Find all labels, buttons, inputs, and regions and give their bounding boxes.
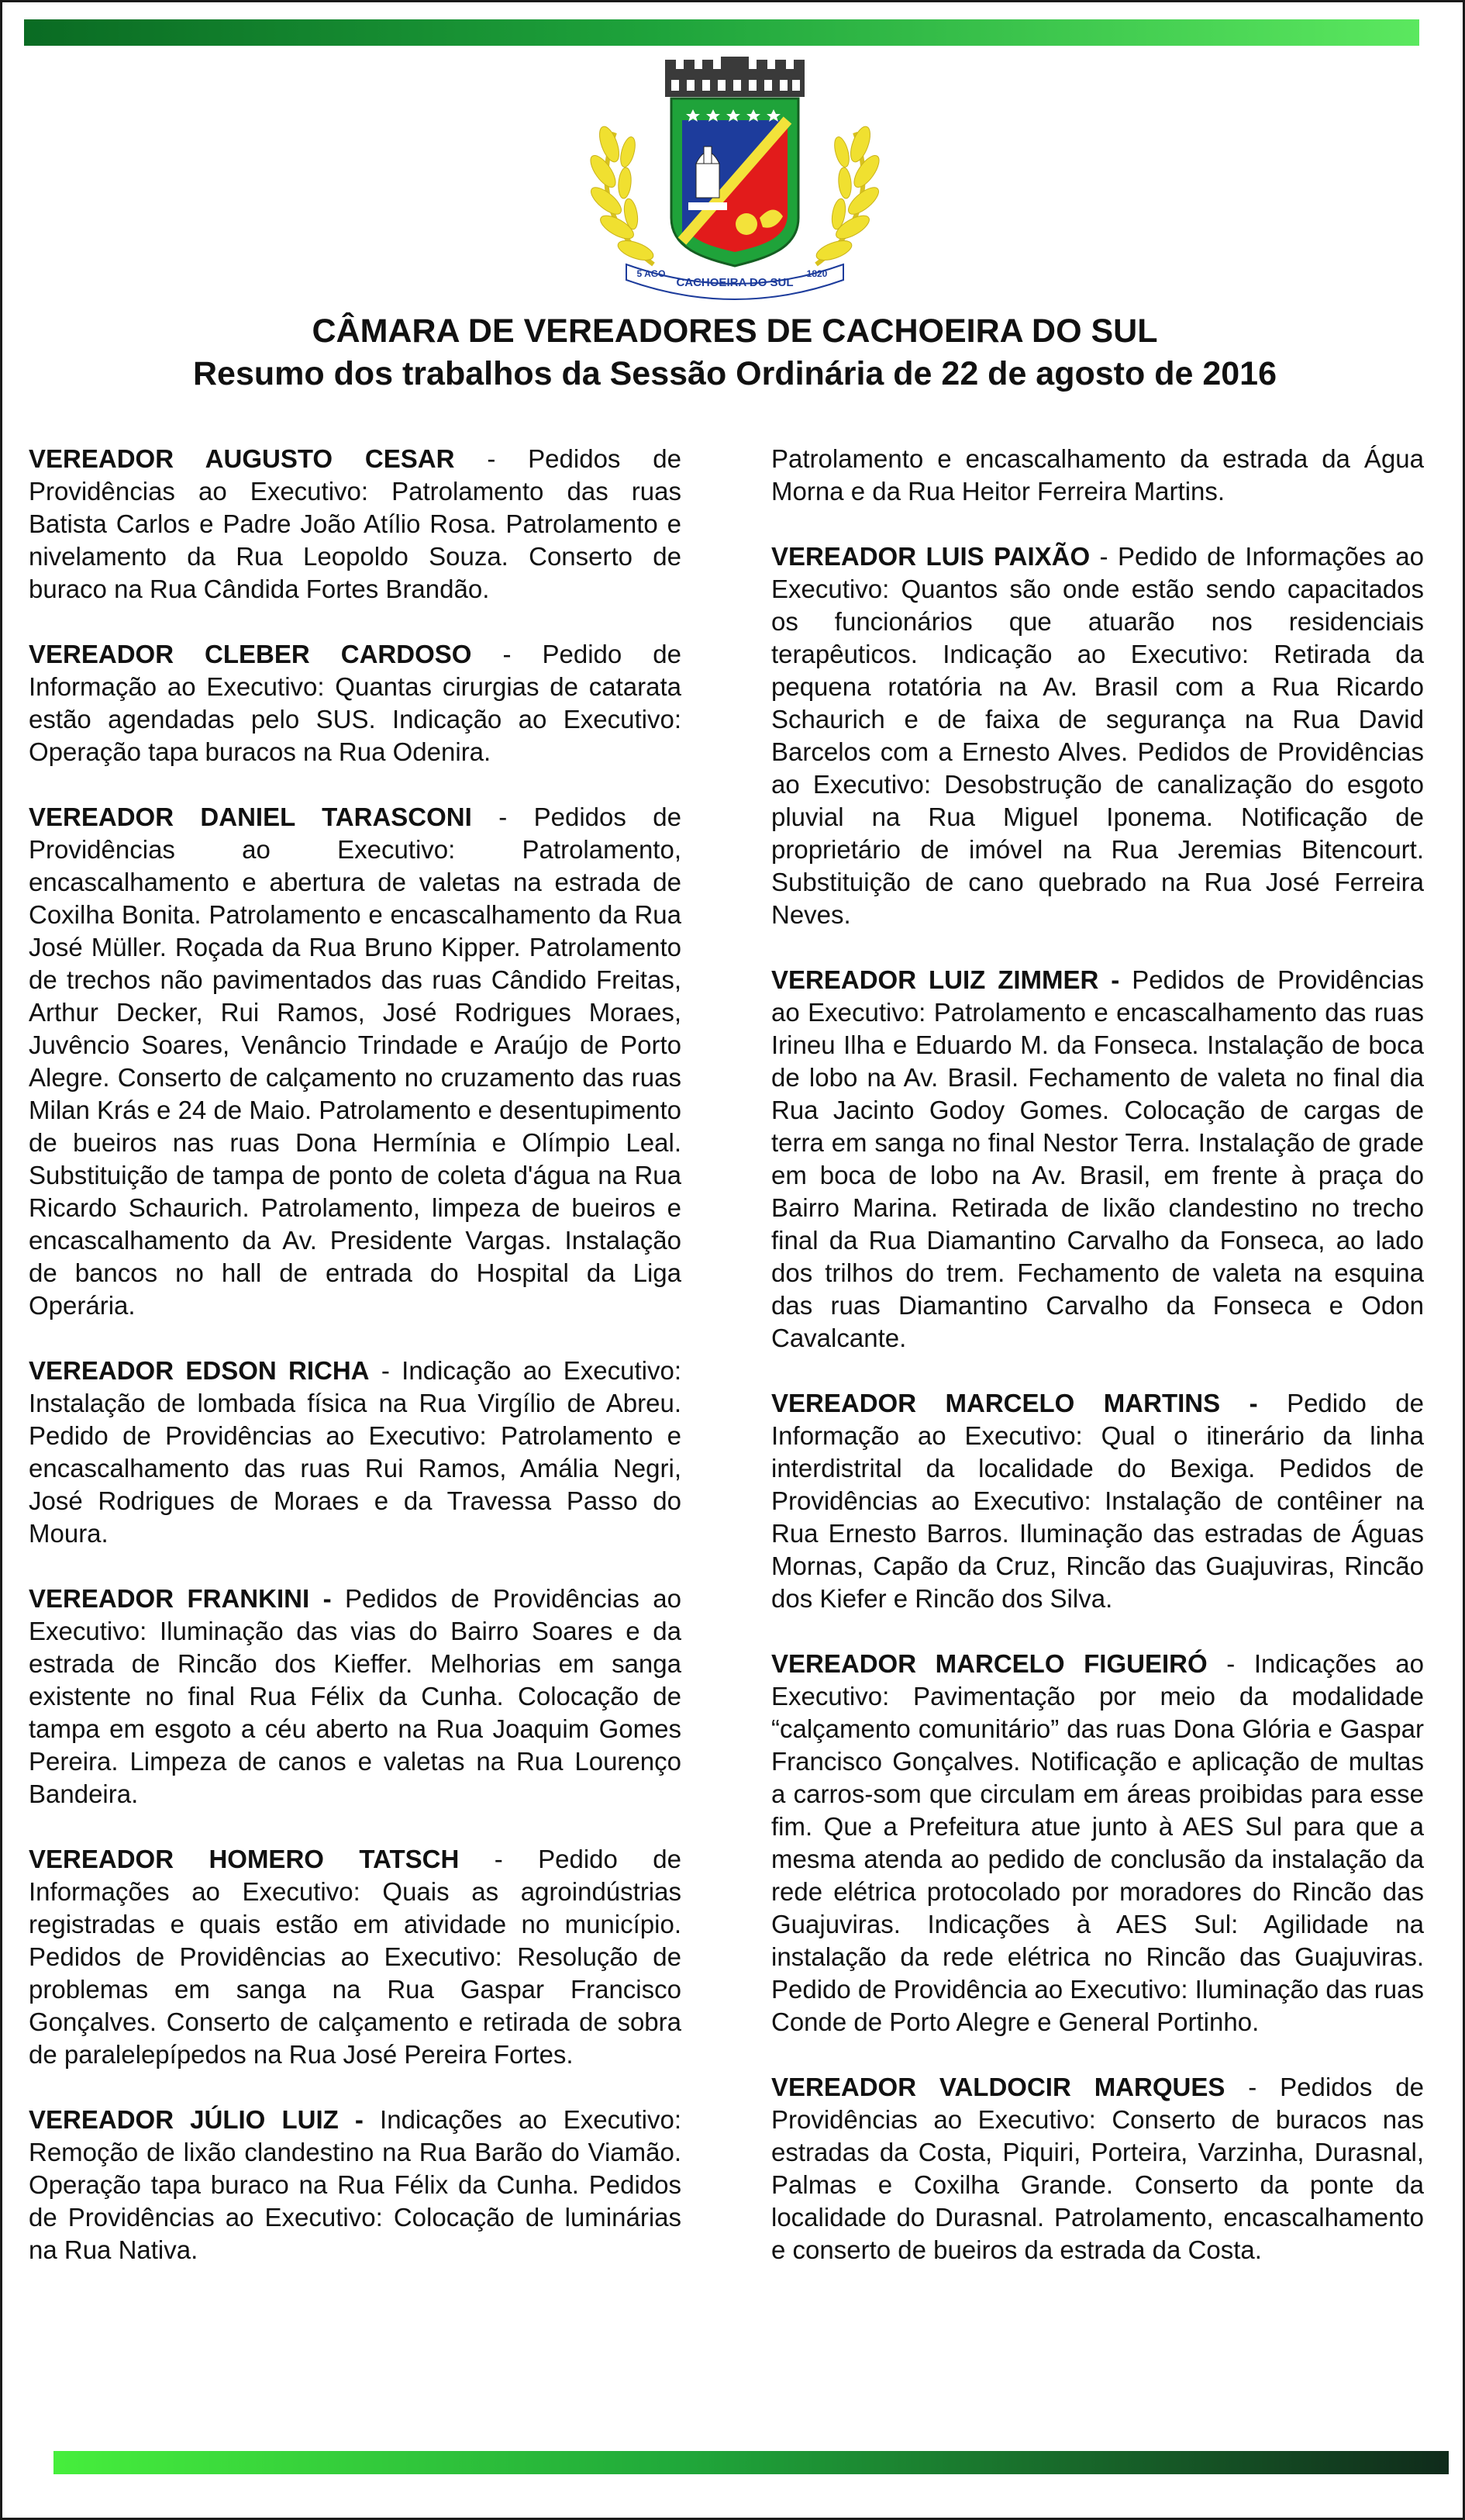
top-green-bar (24, 19, 1419, 46)
councillor-entry (771, 1648, 1424, 2038)
entry-text: Pedido de Informações ao Executivo: Quais as agroindústrias registradas e quais estão em atividade no município. Pedidos de Providências ao Executivo: Resolução de problemas em sanga na Rua Gaspar Francisco Gonçalves. Conserto de calçamento e retirada de sobra de paralelepípedos na Rua José Pereira Fortes. (29, 1845, 681, 2069)
page-title: CÂMARA DE VEREADORES DE CACHOEIRA DO SUL (312, 312, 1158, 350)
councillor-entry (771, 540, 1424, 931)
entry-text: Pedidos de Providências ao Executivo: Iluminação das vias do Bairro Soares e da estrada de Rincão dos Kieffer. Melhorias em sanga existente no final Rua Félix da Cunha. Colocação de tampa em esgoto a céu aberto na Rua Joaquim Gomes Pereira. Limpeza de canos e valetas na Rua Lourenço Bandeira. (29, 1584, 681, 1808)
page-subtitle: Resumo dos trabalhos da Sessão Ordinária de 22 de agosto de 2016 (193, 355, 1277, 392)
councillor-entry (29, 1583, 681, 1811)
councillor-entry (29, 801, 681, 1322)
councillor-name: VEREADOR CLEBER CARDOSO (29, 640, 472, 668)
left-column (29, 443, 681, 2299)
entry-text: Indicação ao Executivo: Instalação de lombada física na Rua Virgílio de Abreu. Pedido de Providências ao Executivo: Patrolamento e encascalhamento das ruas Rui Ramos, Amália Negri, José Rodrigues de Moraes e da Travessa Passo do Moura. (29, 1356, 682, 1548)
entry-separator: - (1090, 542, 1118, 571)
councillor-entry (29, 2104, 681, 2266)
entry-text: Pedidos de Providências ao Executivo: Conserto de buracos nas estradas da Costa, Piquiri, Porteira, Varzinha, Durasnal, Palmas e Coxilha Grande. Conserto da ponte da localidade do Durasnal. Patrolamento, encascalhamento e conserto de bueiros da estrada da Costa. (771, 2073, 1425, 2264)
entry-separator (1119, 965, 1132, 994)
ribbon-text: CACHOEIRA DO SUL (676, 276, 794, 289)
entry-separator (332, 1584, 345, 1613)
entry-separator: - (471, 640, 543, 668)
entry-separator: - (369, 1356, 402, 1385)
laurel-left-icon (586, 124, 656, 264)
councillor-entry (29, 1355, 681, 1550)
ribbon-date: 5 AGO (636, 268, 666, 279)
entry-text: Pedidos de Providências ao Executivo: Patrolamento, encascalhamento e abertura de valetas na estrada de Coxilha Bonita. Patrolamento e encascalhamento da Rua José Müller. Roçada da Rua Bruno Kipper. Patrolamento de trechos não pavimentados das ruas Cândido Freitas, Arthur Decker, Rui Ramos, José Rodrigues Moraes, Juvêncio Soares, Venâncio Trindade e Araújo de Porto Alegre. Conserto de calçamento no cruzamento das ruas Milan Krás e 24 de Maio. Patrolamento e desentupimento de bueiros nas ruas Dona Hermínia e Olímpio Leal. Substituição de tampa de ponto de coleta d'água na Rua Ricardo Schaurich. Patrolamento, limpeza de bueiros e encascalhamento da Av. Presidente Vargas. Instalação de bancos no hall de entrada do Hospital da Liga Operária. (29, 803, 681, 1320)
bottom-green-bar (53, 2451, 1449, 2474)
councillor-name: VEREADOR LUIS PAIXÃO (771, 542, 1091, 571)
entry-separator: - (454, 444, 529, 473)
entry-text: Pedido de Informação ao Executivo: Qual o itinerário da linha interdistrital da localidade do Bexiga. Pedidos de Providências ao Executivo: Instalação de contêiner na Rua Ernesto Barros. Iluminação das estradas de Águas Mornas, Capão da Cruz, Rincão das Guajuviras, Rincão dos Kiefer e Rincão dos Silva. (771, 1389, 1424, 1613)
councillor-entry (29, 638, 681, 768)
entry-text: Pedido de Informação ao Executivo: Quantas cirurgias de catarata estão agendadas pelo SUS. Indicação ao Executivo: Operação tapa buracos na Rua Odenira. (29, 640, 681, 766)
entry-text: Pedidos de Providências ao Executivo: Patrolamento das ruas Batista Carlos e Padre João Atílio Rosa. Patrolamento e nivelamento da Rua Leopoldo Souza. Conserto de buraco na Rua Cândida Fortes Brandão. (29, 444, 681, 603)
entry-separator: - (1207, 1649, 1254, 1678)
councillor-name: VEREADOR FRANKINI - (29, 1584, 332, 1613)
councillor-name: VEREADOR DANIEL TARASCONI (29, 803, 472, 831)
entry-text: Pedidos de Providências ao Executivo: Patrolamento e encascalhamento das ruas Irineu Ilha e Eduardo M. da Fonseca. Instalação de boca de lobo na Av. Brasil. Fechamento de valeta no final dia Rua Jacinto Godoy Gomes. Colocação de cargas de terra em sanga no final Nestor Terra. Instalação de grade em boca de lobo na Av. Brasil, em frente à praça do Bairro Marina. Retirada de lixão clandestino no trecho final da Rua Diamantino Carvalho da Fonseca, ao lado dos trilhos do trem. Fechamento de valeta na esquina das ruas Diamantino Carvalho da Fonseca e Odon Cavalcante. (771, 965, 1424, 1352)
entry-separator: - (459, 1845, 539, 1873)
ribbon-year: 1820 (806, 268, 828, 279)
councillor-entry (771, 443, 1424, 508)
shield-icon (671, 98, 798, 266)
mural-crown-icon (665, 57, 805, 97)
ribbon-banner (626, 264, 843, 299)
councillor-entry (29, 443, 681, 606)
crest-emblem (580, 55, 890, 303)
councillor-name: VEREADOR MARCELO MARTINS - (771, 1389, 1258, 1417)
entry-text: Indicações ao Executivo: Remoção de lixão clandestino na Rua Barão do Viamão. Operação tapa buraco na Rua Félix da Cunha. Pedidos de Providências ao Executivo: Colocação de luminárias na Rua Nativa. (29, 2105, 682, 2264)
councillor-name: VEREADOR HOMERO TATSCH (29, 1845, 460, 1873)
entry-separator: - (471, 803, 534, 831)
entry-separator: - (1225, 2073, 1281, 2101)
entry-separator (364, 2105, 380, 2134)
right-column (771, 443, 1424, 2299)
entry-text: Pedido de Informações ao Executivo: Quantos são onde estão sendo capacitados os funcionários que atuarão nos residenciais terapêuticos. Indicação ao Executivo: Retirada da pequena rotatória na Av. Brasil com a Rua Ricardo Schaurich e de faixa de segurança na Rua David Barcelos com a Ernesto Alves. Pedidos de Providências ao Executivo: Desobstrução de canalização do esgoto pluvial na Rua Miguel Iponema. Notificação de proprietário de imóvel na Rua Jeremias Bitencourt. Substituição de cano quebrado na Rua José Ferreira Neves. (771, 542, 1424, 929)
councillor-entry (771, 2071, 1424, 2266)
laurel-right-icon (814, 124, 884, 264)
councillor-entry (29, 1843, 681, 2071)
councillor-name: VEREADOR AUGUSTO CESAR (29, 444, 455, 473)
councillor-entry (771, 964, 1424, 1355)
councillor-name: VEREADOR VALDOCIR MARQUES (771, 2073, 1225, 2101)
councillor-name: VEREADOR LUIZ ZIMMER - (771, 965, 1120, 994)
entry-text: Patrolamento e encascalhamento da estrada da Água Morna e da Rua Heitor Ferreira Martins. (771, 444, 1424, 506)
councillor-name: VEREADOR EDSON RICHA (29, 1356, 370, 1385)
entry-separator (1258, 1389, 1287, 1417)
councillor-entry (771, 1387, 1424, 1615)
councillor-name: VEREADOR JÚLIO LUIZ - (29, 2105, 364, 2134)
entry-text: Indicações ao Executivo: Pavimentação por meio da modalidade “calçamento comunitário” das ruas Dona Glória e Gaspar Francisco Gonçalves. Notificação e aplicação de multas a carros-som que circulam em áreas proibidas para esse fim. Que a Prefeitura atue junto à AES Sul para que a mesma atenda ao pedido de conclusão da instalação da rede elétrica protocolado por moradores do Rincão das Guajuviras. Indicações à AES Sul: Agilidade na instalação da rede elétrica no Rincão das Guajuviras. Pedido de Providência ao Executivo: Iluminação das ruas Conde de Porto Alegre e General Portinho. (771, 1649, 1424, 2036)
councillor-name: VEREADOR MARCELO FIGUEIRÓ (771, 1649, 1208, 1678)
